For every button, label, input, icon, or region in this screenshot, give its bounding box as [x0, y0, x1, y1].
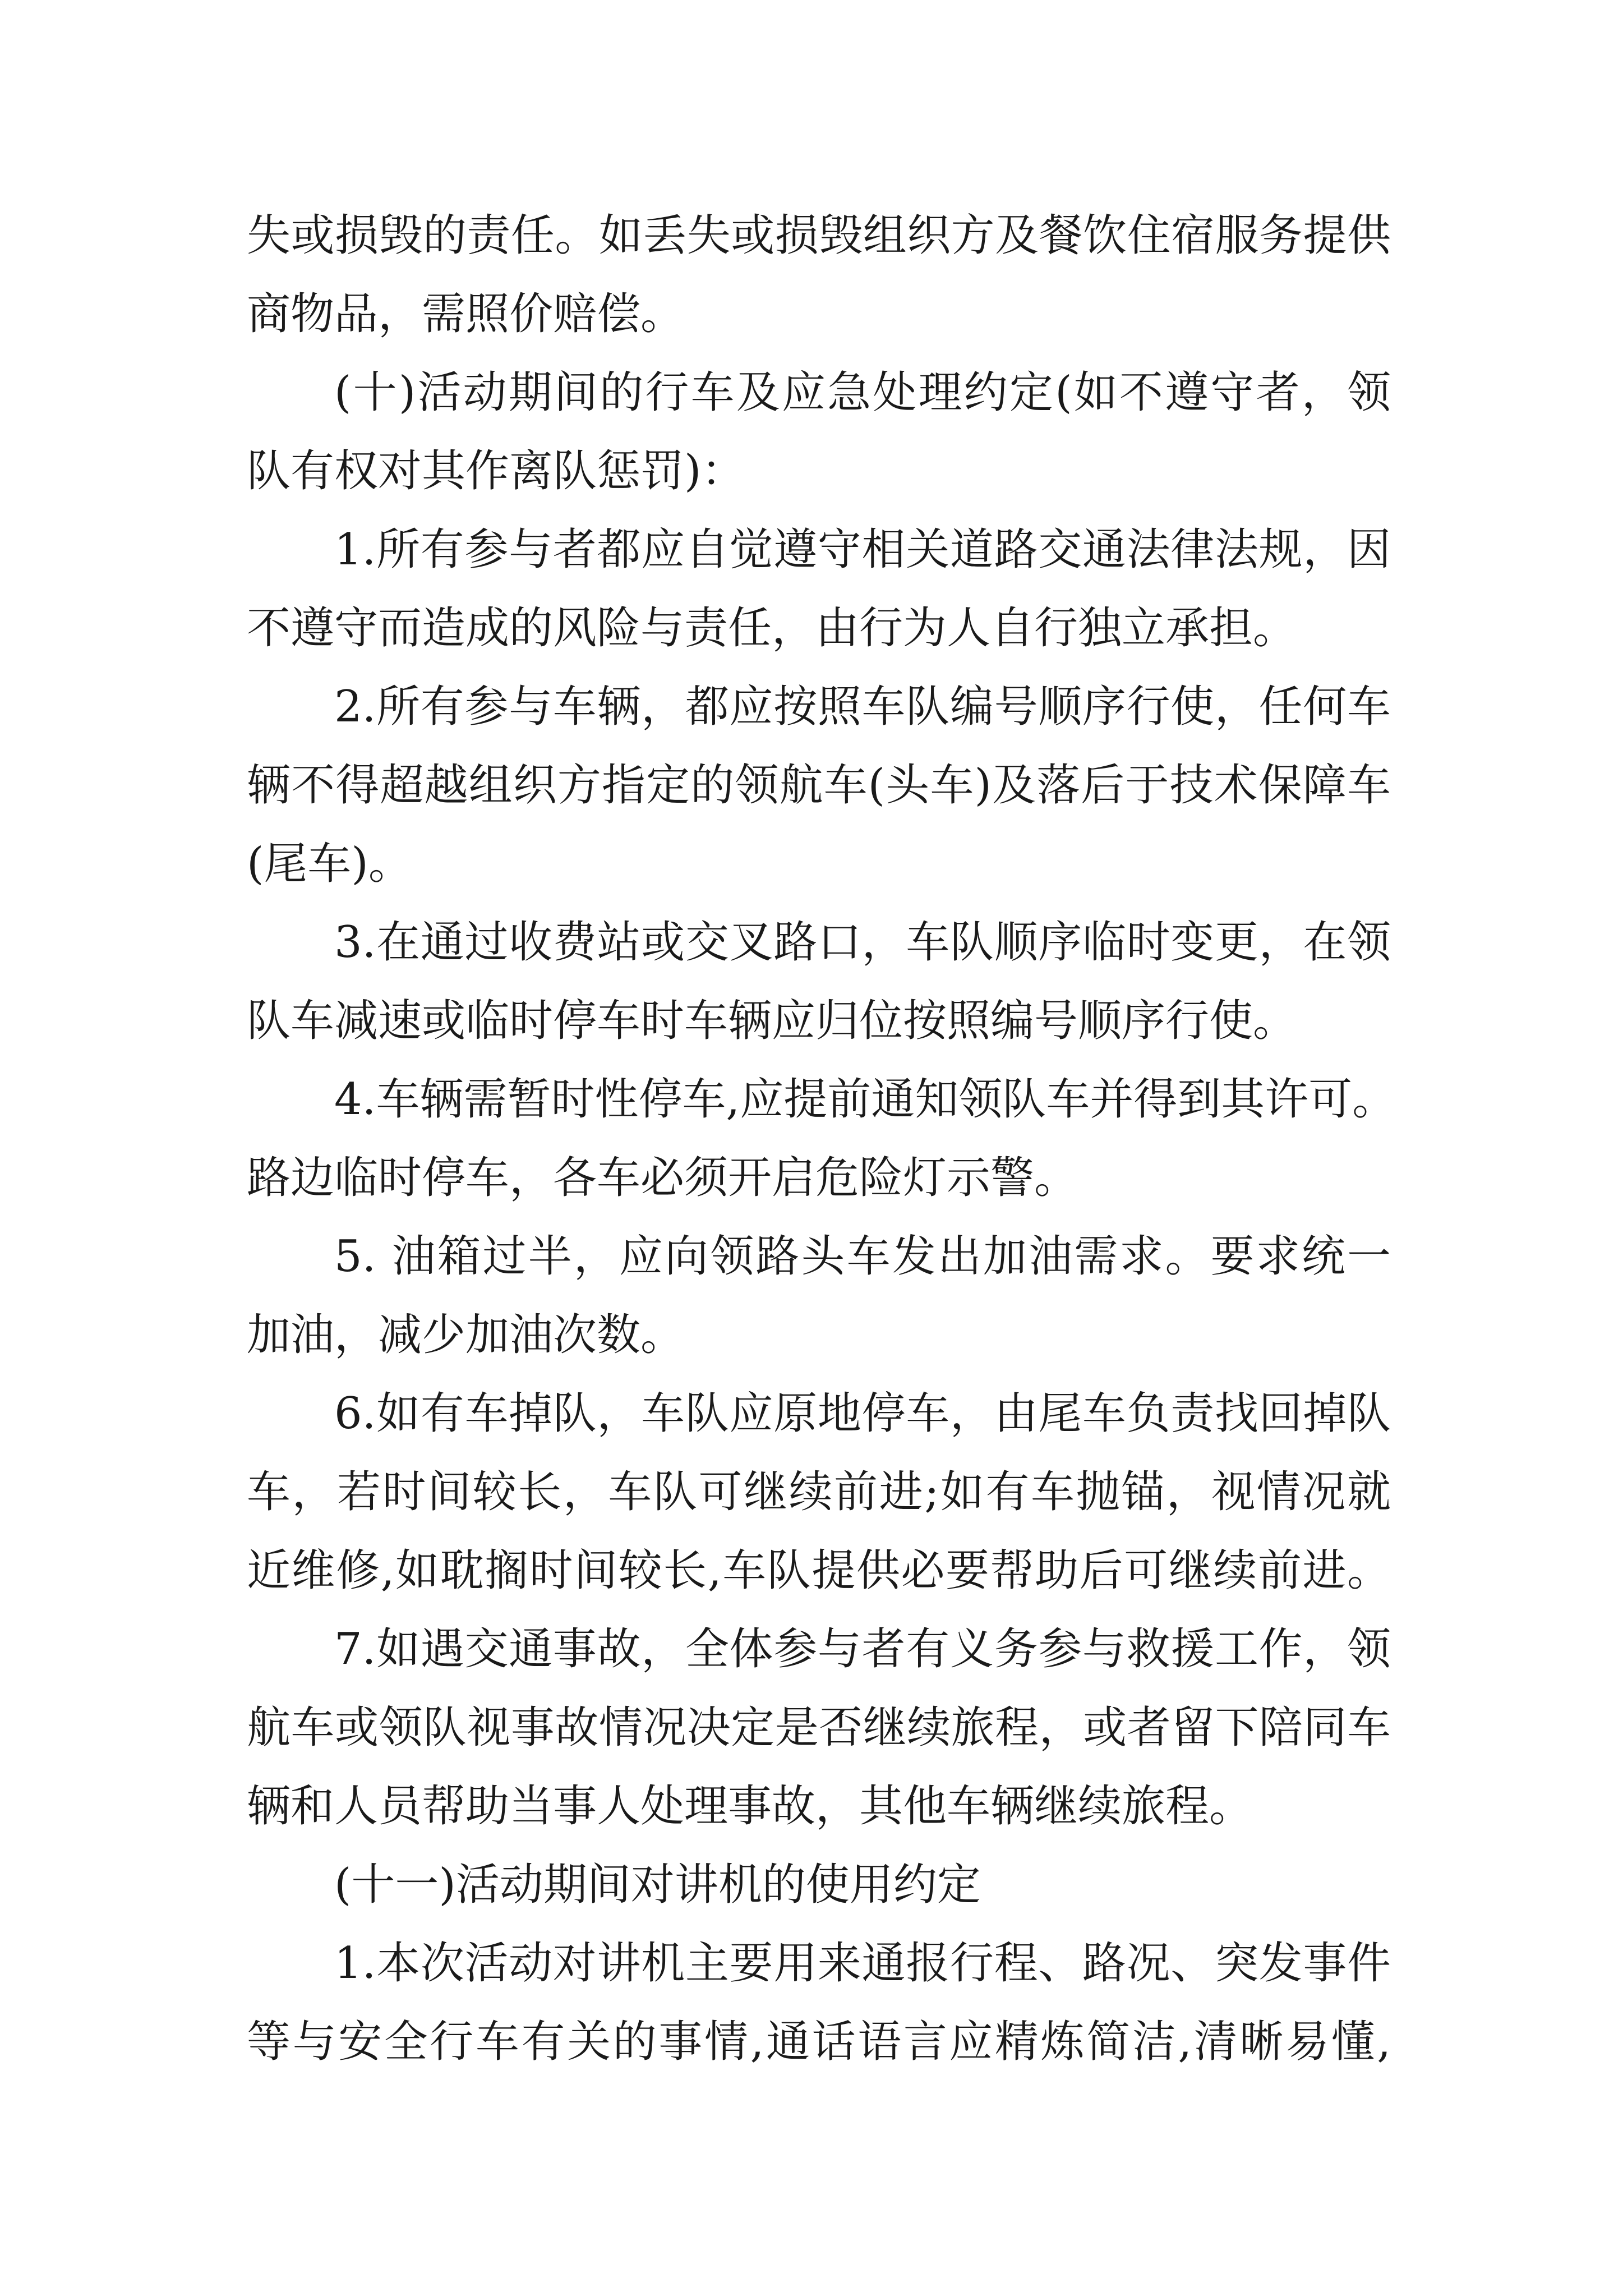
text-line: 辆和人员帮助当事人处理事故，其他车辆继续旅程。	[247, 1781, 1253, 1832]
text-line: 不遵守而造成的风险与责任，由行为人自行独立承担。	[247, 603, 1297, 654]
text-line: 4.车辆需暂时性停车,应提前通知领队车并得到其许可。	[334, 1074, 1396, 1125]
text-line: 失或损毁的责任。如丢失或损毁组织方及餐饮住宿服务提供	[247, 210, 1391, 261]
text-line: 辆不得超越组织方指定的领航车(头车)及落后于技术保障车	[247, 760, 1391, 811]
text-line: 队有权对其作离队惩罚)：	[247, 446, 745, 496]
text-line: 航车或领队视事故情况决定是否继续旅程，或者留下陪同车	[247, 1703, 1391, 1753]
text-line: 车，若时间较长，车队可继续前进;如有车抛锚，视情况就	[247, 1467, 1391, 1517]
text-line: 1.所有参与者都应自觉遵守相关道路交通法律法规，因	[334, 524, 1391, 575]
text-line: 等与安全行车有关的事情,通话语言应精炼简洁,清晰易懂,	[247, 2017, 1391, 2067]
text-line: 商物品，需照价赔偿。	[247, 289, 685, 339]
text-line: 路边临时停车，各车必须开启危险灯示警。	[247, 1153, 1078, 1203]
text-line: 2.所有参与车辆，都应按照车队编号顺序行使，任何车	[334, 682, 1391, 732]
text-line: 3.在通过收费站或交叉路口，车队顺序临时变更，在领	[334, 917, 1391, 968]
text-line: (十)活动期间的行车及应急处理约定(如不遵守者，领	[334, 367, 1391, 418]
text-line: 加油，减少加油次数。	[247, 1310, 685, 1360]
text-line: 1.本次活动对讲机主要用来通报行程、路况、突发事件	[334, 1938, 1391, 1989]
text-line: 6.如有车掉队，车队应原地停车，由尾车负责找回掉队	[334, 1388, 1391, 1439]
text-line: 近维修,如耽搁时间较长,车队提供必要帮助后可继续前进。	[247, 1545, 1391, 1596]
text-line: 5. 油箱过半，应向领路头车发出加油需求。要求统一	[334, 1231, 1391, 1282]
text-line: 7.如遇交通事故，全体参与者有义务参与救援工作，领	[334, 1624, 1391, 1674]
section-heading: (十一)活动期间对讲机的使用约定	[334, 1860, 981, 1910]
text-line: (尾车)。	[247, 839, 412, 889]
text-line: 队车减速或临时停车时车辆应归位按照编号顺序行使。	[247, 996, 1297, 1046]
